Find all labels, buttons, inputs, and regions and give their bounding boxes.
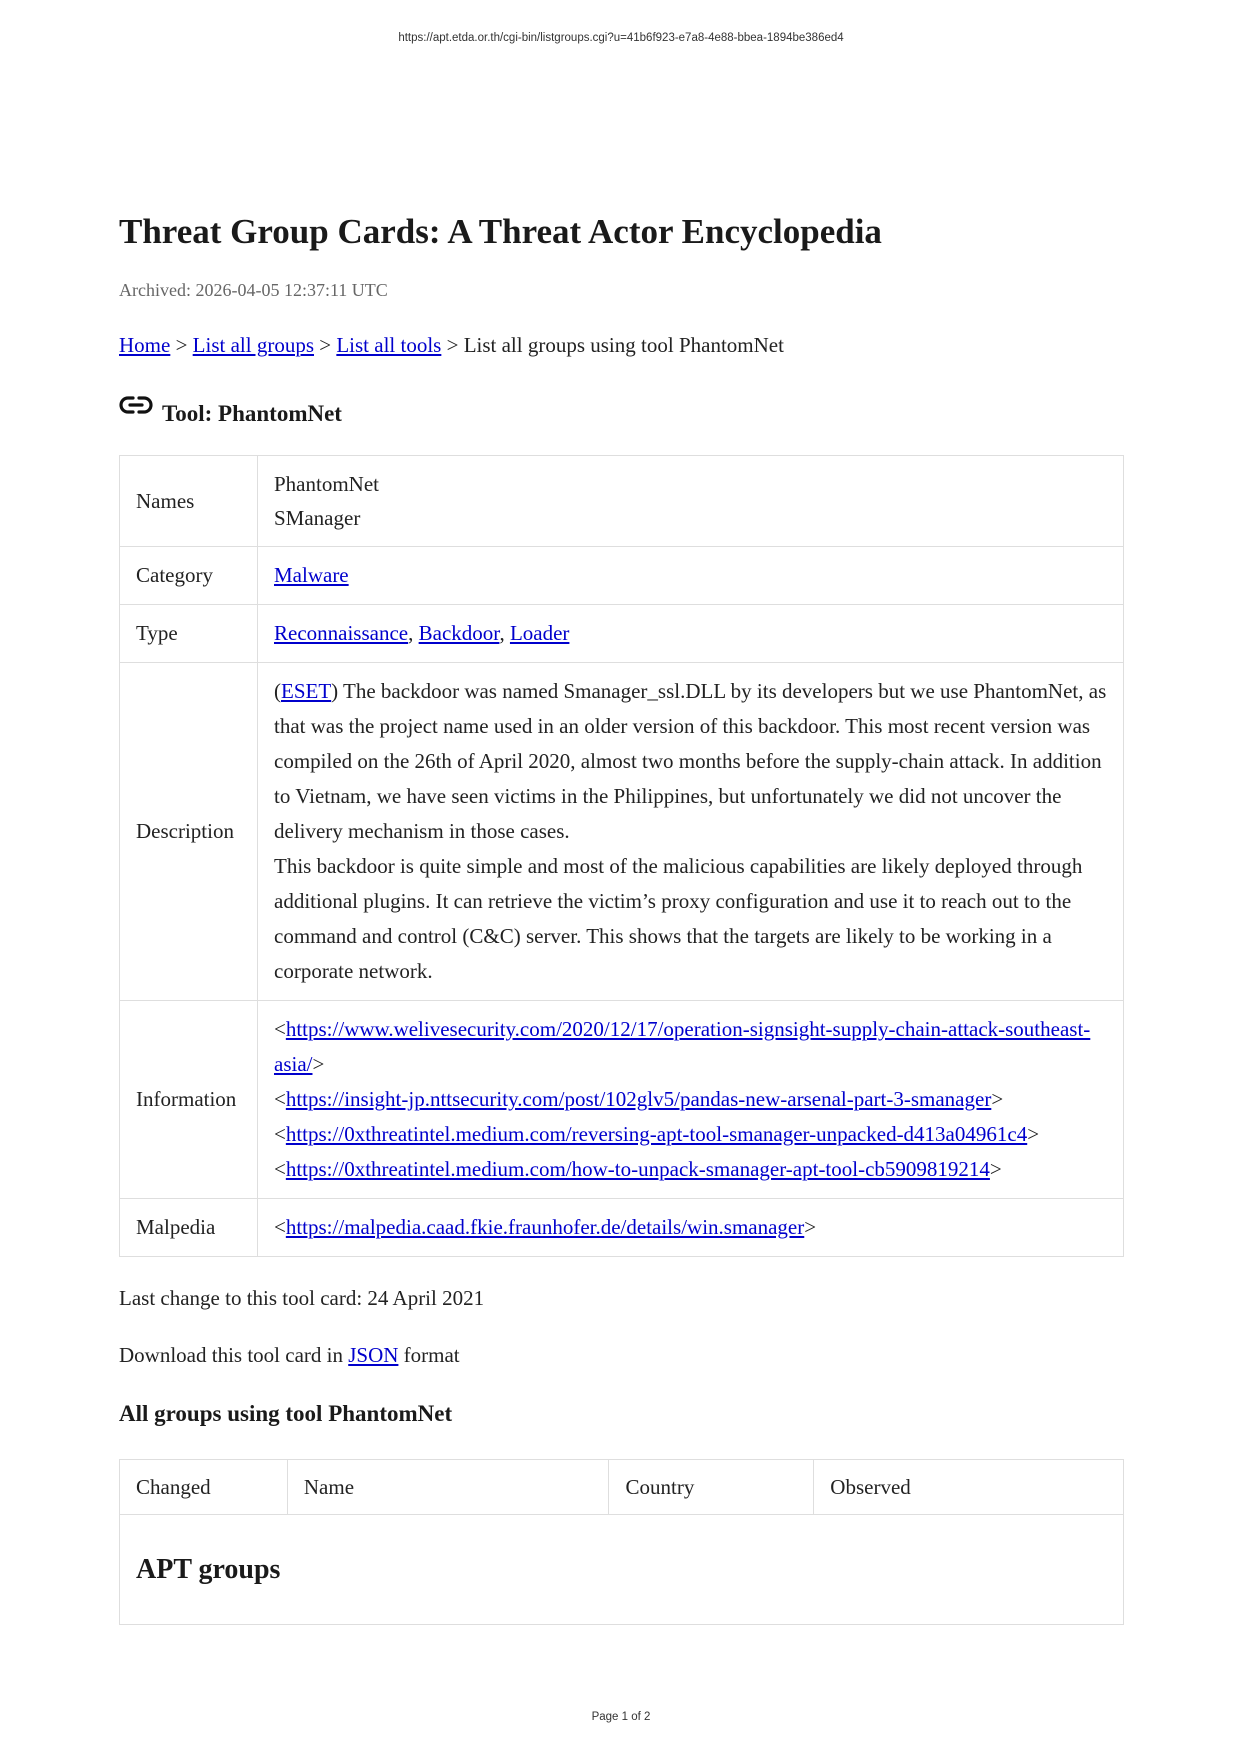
lt-bracket: < <box>274 1017 286 1041</box>
groups-section-title: All groups using tool PhantomNet <box>119 1401 453 1426</box>
apt-groups-row <box>120 1515 1124 1625</box>
type-link-loader[interactable]: Loader <box>509 621 570 645</box>
lt-bracket: < <box>274 1215 286 1239</box>
link-icon <box>119 393 153 417</box>
malpedia-value <box>258 1199 1124 1257</box>
gt-bracket: > <box>1027 1122 1040 1146</box>
description-label: Description <box>120 663 258 1001</box>
column-header-country: Country <box>609 1460 814 1515</box>
last-change-text: Last change to this tool card: 24 April 2021 <box>119 1286 485 1310</box>
description-open-paren: ( <box>274 679 281 703</box>
apt-groups-heading: APT groups <box>136 1553 281 1585</box>
information-link[interactable]: https://0xthreatintel.medium.com/how-to-unpack-smanager-apt-tool-cb5909819214 <box>285 1157 990 1181</box>
description-row <box>120 663 1124 1001</box>
information-value <box>258 1001 1124 1199</box>
page-title: Threat Group Cards: A Threat Actor Encyclopedia <box>119 212 882 251</box>
description-paragraph: This backdoor is quite simple and most of the malicious capabilities are likely deployed through additional plugins. It can retrieve the victim’s proxy configuration and use it to reach out to the command and control (C&C) server. This shows that the targets are likely to be working in a corporate network. <box>274 854 1083 983</box>
breadcrumb-current: List all groups using tool PhantomNet <box>463 333 784 357</box>
lt-bracket: < <box>274 1087 286 1111</box>
category-link[interactable]: Malware <box>274 563 349 587</box>
breadcrumb-separator: > <box>314 333 337 357</box>
information-row <box>120 1001 1124 1199</box>
type-label: Type <box>120 605 258 663</box>
tool-title: Tool: PhantomNet <box>162 401 342 426</box>
page-url-header: https://apt.etda.or.th/cgi-bin/listgroups.cgi?u=41b6f923-e7a8-4e88-bbea-1894be386ed4 <box>398 32 844 44</box>
information-link[interactable]: https://insight-jp.nttsecurity.com/post/102glv5/pandas-new-arsenal-part-3-smanager <box>285 1087 992 1111</box>
breadcrumb-home-link[interactable]: Home <box>119 333 171 357</box>
column-header-changed: Changed <box>120 1460 288 1515</box>
gt-bracket: > <box>312 1052 325 1076</box>
description-paragraph <box>274 674 1107 849</box>
download-text <box>119 1340 1124 1370</box>
main-content <box>119 210 1124 1625</box>
download-suffix: format <box>398 1343 460 1367</box>
breadcrumb <box>119 331 1124 359</box>
information-entry <box>274 1012 1107 1082</box>
gt-bracket: > <box>989 1157 1002 1181</box>
download-prefix: Download this tool card in <box>119 1343 349 1367</box>
breadcrumb-separator: > <box>170 333 193 357</box>
malpedia-link[interactable]: https://malpedia.caad.fkie.fraunhofer.de/details/win.smanager <box>285 1215 805 1239</box>
information-link[interactable]: https://0xthreatintel.medium.com/reversing-apt-tool-smanager-unpacked-d413a04961c4 <box>285 1122 1028 1146</box>
type-separator: , <box>499 621 510 645</box>
gt-bracket: > <box>991 1087 1004 1111</box>
category-label: Category <box>120 547 258 605</box>
gt-bracket: > <box>804 1215 817 1239</box>
lt-bracket: < <box>274 1122 286 1146</box>
groups-table <box>119 1459 1124 1625</box>
apt-groups-cell <box>120 1515 1124 1625</box>
type-separator: , <box>408 621 419 645</box>
information-entry <box>274 1152 1107 1187</box>
malpedia-row <box>120 1199 1124 1257</box>
malpedia-label: Malpedia <box>120 1199 258 1257</box>
column-header-name: Name <box>287 1460 609 1515</box>
type-link-backdoor[interactable]: Backdoor <box>418 621 500 645</box>
tool-info-table <box>119 455 1124 1257</box>
json-download-link[interactable]: JSON <box>348 1343 399 1367</box>
category-row <box>120 547 1124 605</box>
lt-bracket: < <box>274 1157 286 1181</box>
eset-source-link[interactable]: ESET <box>281 679 332 703</box>
information-entry <box>274 1117 1107 1152</box>
names-label: Names <box>120 456 258 547</box>
tool-name: PhantomNet <box>274 472 379 496</box>
type-link-reconnaissance[interactable]: Reconnaissance <box>274 621 409 645</box>
information-link[interactable]: https://www.welivesecurity.com/2020/12/17/operation-signsight-supply-chain-attack-southeast-asia/ <box>274 1017 1091 1076</box>
category-value <box>258 547 1124 605</box>
information-entry <box>274 1082 1107 1117</box>
archived-timestamp: Archived: 2026-04-05 12:37:11 UTC <box>119 280 388 300</box>
description-text: ) The backdoor was named Smanager_ssl.DLL by its developers but we use PhantomNet, as that was the project name used in an older version of this backdoor. This most recent version was compiled on the 26th of April 2020, almost two months before the supply-chain attack. In addition to Vietnam, we have seen victims in the Philippines, but unfortunately we did not uncover the delivery mechanism in those cases. <box>274 679 1107 843</box>
breadcrumb-tools-link[interactable]: List all tools <box>336 333 442 357</box>
description-value <box>258 663 1124 1001</box>
tool-heading <box>119 393 1124 433</box>
column-header-observed: Observed <box>814 1460 1124 1515</box>
page-footer: Page 1 of 2 <box>591 1711 651 1723</box>
information-label: Information <box>120 1001 258 1199</box>
type-row <box>120 605 1124 663</box>
breadcrumb-groups-link[interactable]: List all groups <box>192 333 314 357</box>
tool-name: SManager <box>274 506 361 530</box>
breadcrumb-separator: > <box>441 333 464 357</box>
type-value <box>258 605 1124 663</box>
names-value <box>258 456 1124 547</box>
groups-header-row <box>120 1460 1124 1515</box>
names-row <box>120 456 1124 547</box>
